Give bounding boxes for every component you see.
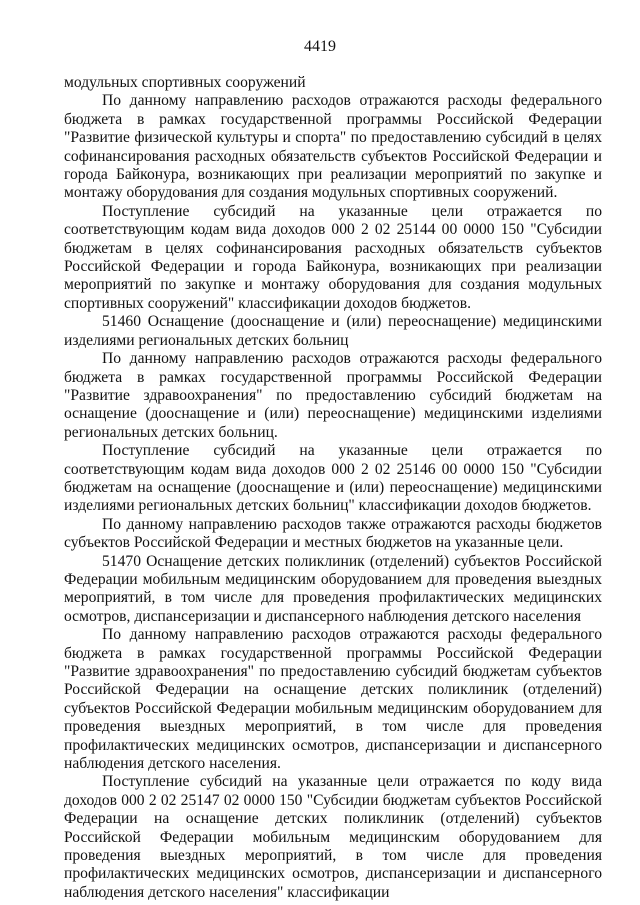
paragraph: Поступление субсидий на указанные цели отражается по соответствующим кодам вида доходов 000 2 02 25144 00 0000 150 "Субсидии бюджетам в целях софинансирования расходных обязательств субъектов Российской Федерации и города Байконура, возникающих при реализации мероприятий по закупке и монтажу оборудования для создания модульных спортивных сооружений" классификации доходов бюджетов.	[64, 202, 602, 312]
section-heading-51460: 51460 Оснащение (дооснащение и (или) переоснащение) медицинскими изделиями региональных детских больниц	[64, 313, 602, 349]
paragraph: По данному направлению расходов отражаются расходы федерального бюджета в рамках государственной программы Российской Федерации "Развитие здравоохранения" по предоставлению субсидий бюджетам субъектов Российской Федерации на оснащение детских поликлиник (отделений) субъектов Российской Федерации мобильным медицинским оборудованием для проведения выездных мероприятий, в том числе для проведения профилактических медицинских осмотров, диспансеризации и диспансерного наблюдения детского населения.	[64, 626, 602, 773]
document-body	[64, 74, 602, 902]
paragraph: По данному направлению расходов также отражаются расходы бюджетов субъектов Российской Федерации и местных бюджетов на указанные цели.	[64, 515, 602, 552]
section-heading-51470: 51470 Оснащение детских поликлиник (отделений) субъектов Российской Федерации мобильным медицинским оборудованием для проведения выездных мероприятий, в том числе для проведения профилактических медицинских осмотров, диспансеризации и диспансерного наблюдения детского населения	[64, 552, 602, 625]
paragraph: По данному направлению расходов отражаются расходы федерального бюджета в рамках государственной программы Российской Федерации "Развитие физической культуры и спорта" по предоставлению субсидий в целях софинансирования расходных обязательств субъектов Российской Федерации и города Байконура, возникающих при реализации мероприятий по закупке и монтажу оборудования для создания модульных спортивных сооружений.	[64, 92, 602, 202]
paragraph-continued: модульных спортивных сооружений	[64, 74, 306, 91]
page-number: 4419	[304, 38, 336, 55]
paragraph: Поступление субсидий на указанные цели отражается по коду вида доходов 000 2 02 25147 02 0000 150 "Субсидии бюджетам субъектов Российской Федерации на оснащение детских поликлиник (отделений) субъектов Российской Федерации мобильным медицинским оборудованием для проведения выездных мероприятий, в том числе для проведения профилактических медицинских осмотров, диспансеризации и диспансерного наблюдения детского населения" классификации	[64, 773, 602, 901]
paragraph: По данному направлению расходов отражаются расходы федерального бюджета в рамках государственной программы Российской Федерации "Развитие здравоохранения" по предоставлению субсидий бюджетам на оснащение (дооснащение и (или) переоснащение) медицинскими изделиями региональных детских больниц.	[64, 350, 602, 441]
paragraph: Поступление субсидий на указанные цели отражается по соответствующим кодам вида доходов 000 2 02 25146 00 0000 150 "Субсидии бюджетам на оснащение (дооснащение и (или) переоснащение) медицинскими изделиями региональных детских больниц" классификации доходов бюджетов.	[64, 442, 602, 515]
